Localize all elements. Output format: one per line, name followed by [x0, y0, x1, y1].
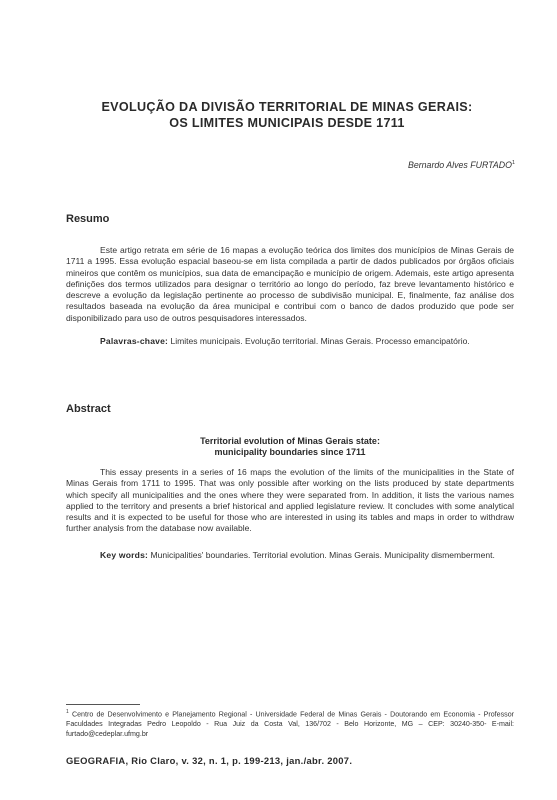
abstract-heading: Abstract [66, 403, 111, 415]
resumo-keywords-text: Limites municipais. Evolução territorial. Minas Gerais. Processo emancipatório. [170, 336, 470, 346]
abstract-keywords-label: Key words: [100, 550, 149, 560]
resumo-paragraph: Este artigo retrata em série de 16 mapas a evolução teórica dos limites dos municípios de Minas Gerais de 1711 a 1995. Essa evolução espacial baseou-se em lista compilada a partir de dados publicados por órgãos oficiais mineiros que contêm os municípios, sua data de emancipação e município de origem. Ademais, este artigo apresenta definições dos termos utilizados para designar o território ao longo do período, faz breve levantamento histórico e descreve a evolução da legislação pertinente ao processo de subdivisão municipal. E, finalmente, faz análise dos resultados baseada na evolução da área municipal e contribui com o banco de dados produzido que pode ser disponibilizado para uso de outros pesquisadores interessados. [66, 245, 514, 323]
abstract-paragraph: This essay presents in a series of 16 maps the evolution of the limits of the municipalities in the State of Minas Gerais from 1711 to 1995. That was only possible after working on the lists produced by state departments which specify all municipalities and the ones where they were separated from. In addition, it lists the various names applied to the territory and presents a brief historical and applied legislature review. It concludes with some analytical results and it is expected to be useful for those who are interested in using its tables and maps in order to withdraw further analysis from the database now available. [66, 467, 514, 534]
abstract-keywords-text: Municipalities' boundaries. Territorial evolution. Minas Gerais. Municipality dismemberment. [150, 550, 495, 560]
footnote [66, 708, 514, 739]
abstract-section [66, 467, 514, 535]
abstract-title-line-1: Territorial evolution of Minas Gerais state: [200, 436, 380, 446]
journal-citation: GEOGRAFIA, Rio Claro, v. 32, n. 1, p. 199-213, jan./abr. 2007. [66, 755, 353, 766]
resumo-keywords-label: Palavras-chave: [100, 336, 169, 346]
resumo-heading: Resumo [66, 213, 110, 225]
footnote-mark: 1 [66, 709, 69, 715]
abstract-title [90, 436, 490, 458]
resumo-section [66, 245, 514, 324]
article-title [60, 99, 514, 131]
resumo-keywords [66, 336, 514, 347]
author-name: Bernardo Alves FURTADO [407, 160, 512, 170]
abstract-title-line-2: municipality boundaries since 1711 [214, 447, 366, 457]
abstract-keywords [66, 550, 514, 561]
footnote-divider [66, 704, 140, 705]
article-title-line-2: OS LIMITES MUNICIPAIS DESDE 1711 [169, 116, 405, 130]
author-footnote-mark: 1 [511, 160, 515, 167]
footnote-text: Centro de Desenvolvimento e Planejamento Regional - Universidade Federal de Minas Gerais - Doutorando em Economia - Professor Faculdades Integradas Pedro Leopoldo - Rua Juiz da Costa Val, 136/702 - Belo Horizonte, MG – CEP: 30240-350- E-mail: furtado@cedeplar.ufmg.br [66, 710, 514, 738]
author-byline [408, 160, 515, 170]
article-title-line-1: EVOLUÇÃO DA DIVISÃO TERRITORIAL DE MINAS GERAIS: [101, 100, 473, 114]
